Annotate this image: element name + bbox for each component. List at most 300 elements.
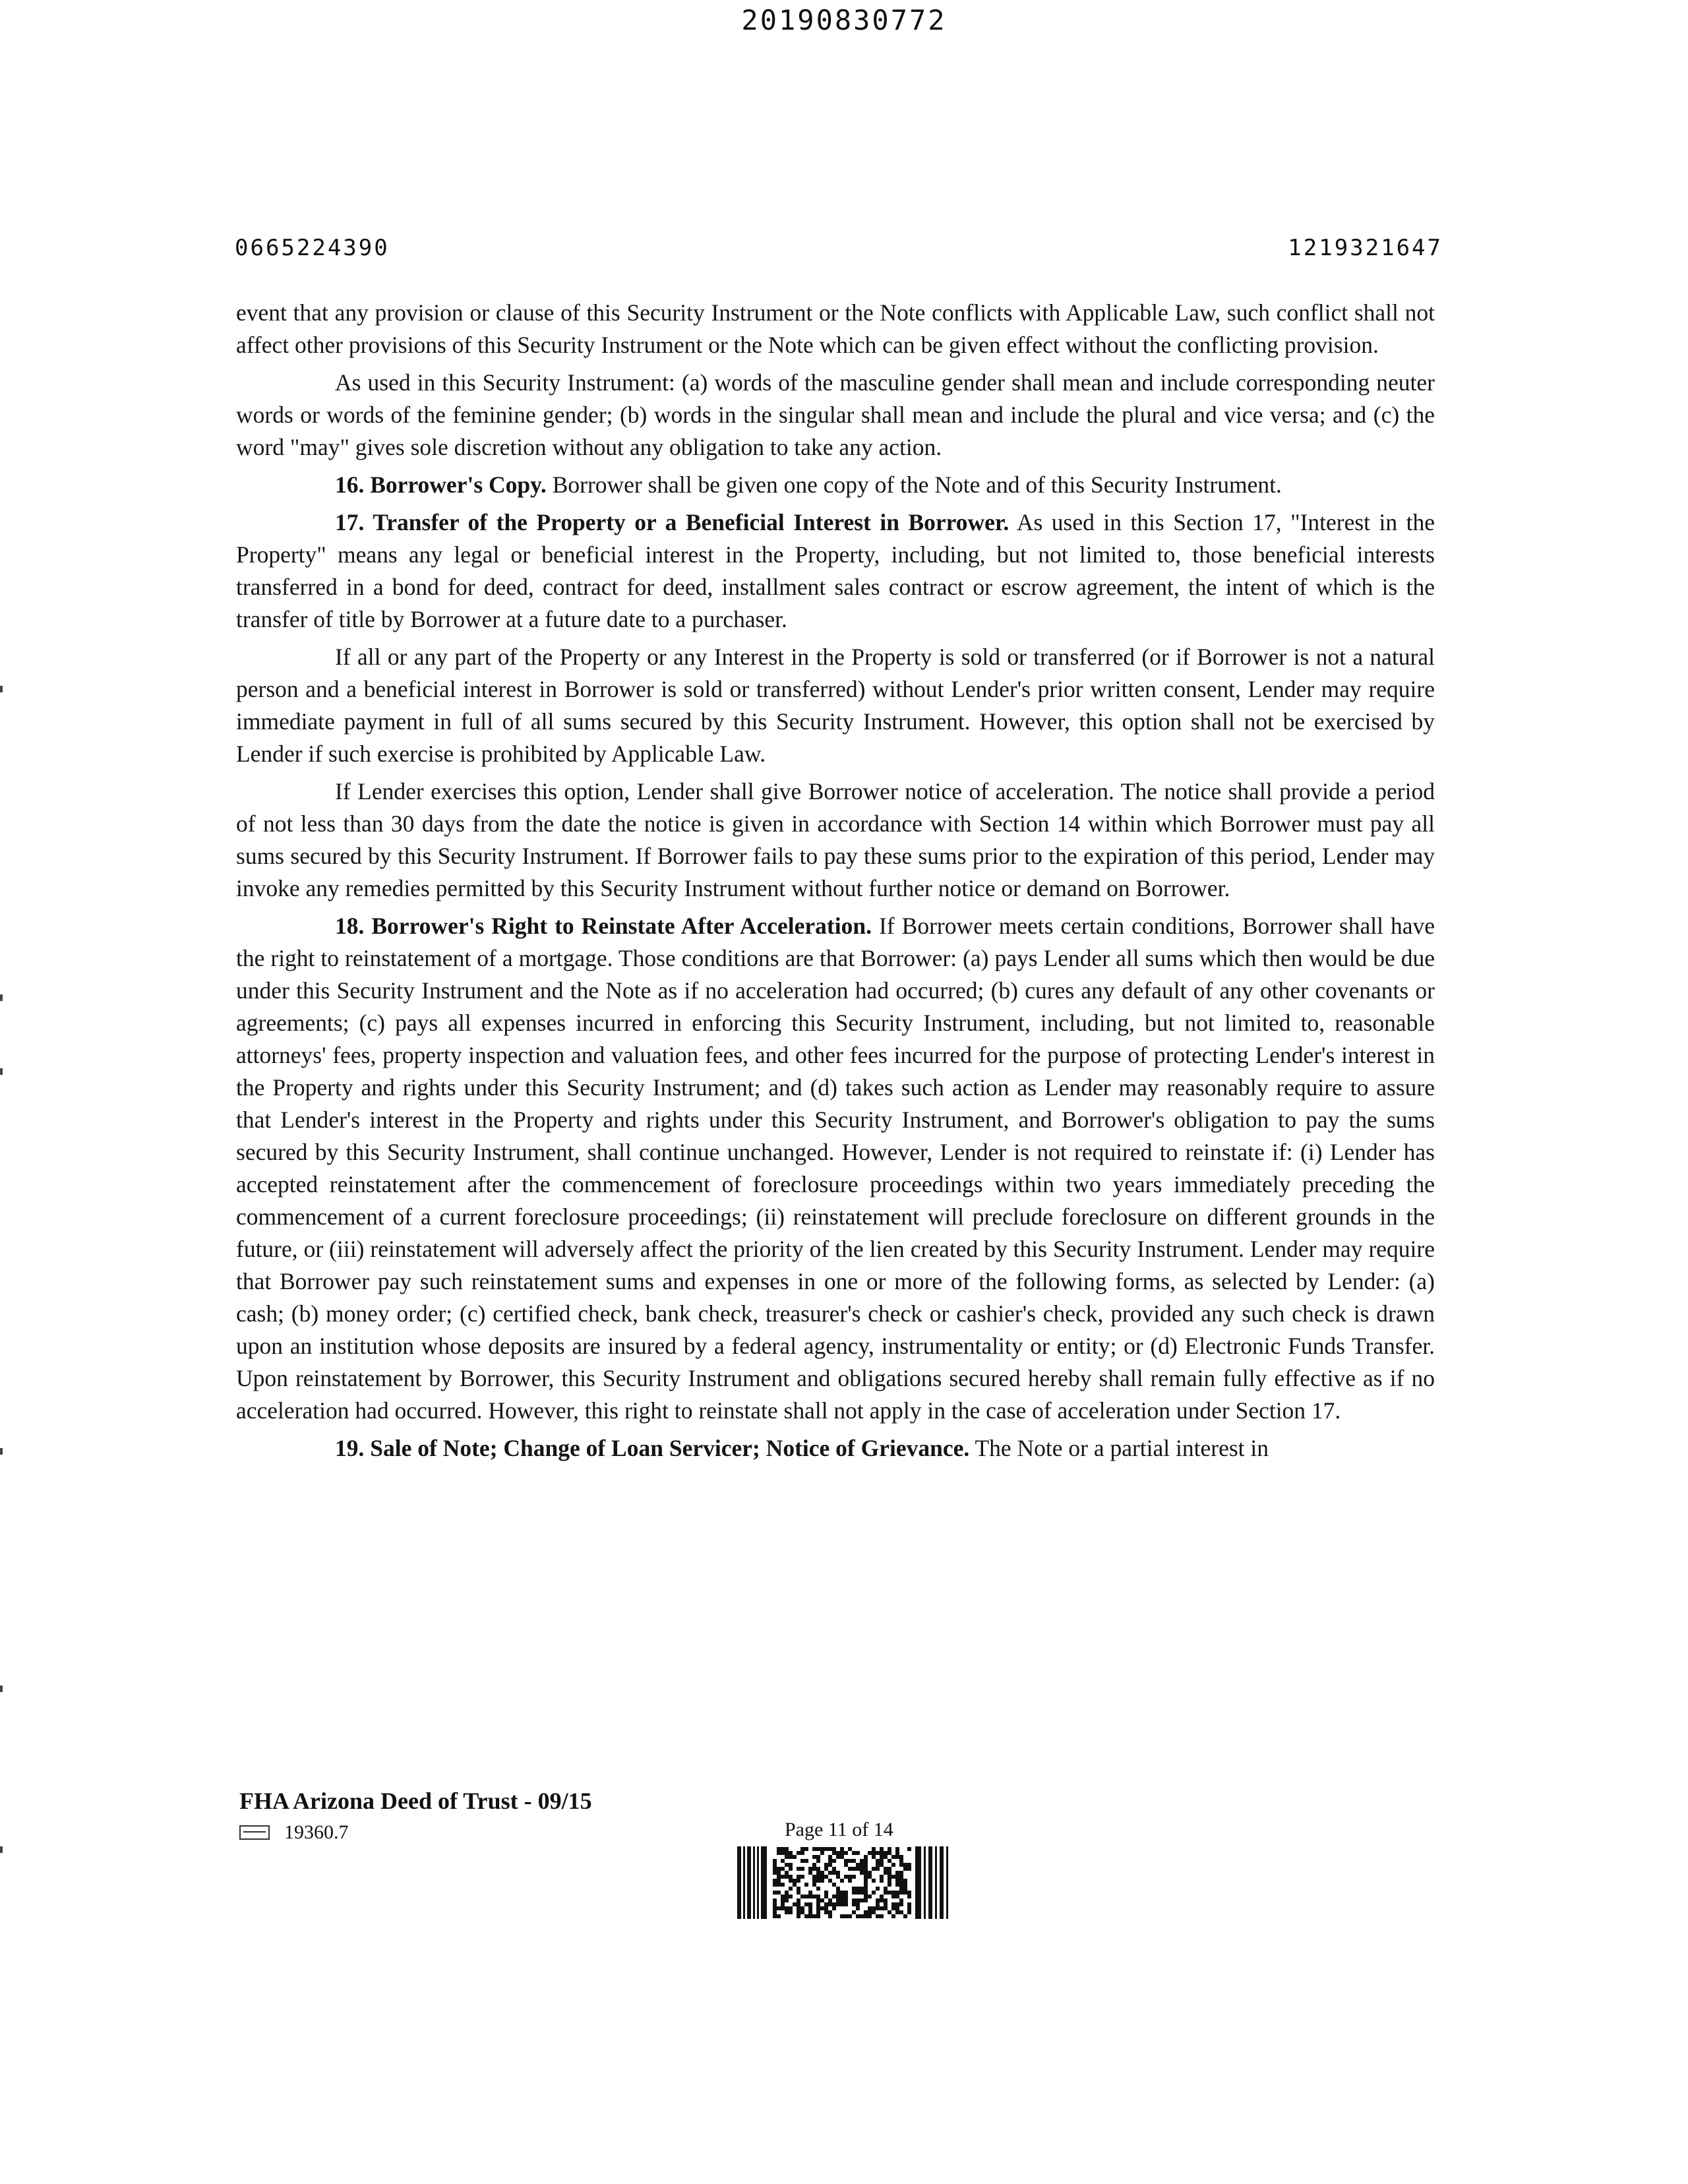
barcode-module — [789, 1879, 793, 1883]
barcode-module — [864, 1895, 868, 1898]
barcode-module — [832, 1851, 836, 1855]
barcode-module — [895, 1895, 899, 1898]
barcode-module — [864, 1859, 868, 1863]
barcode-module — [848, 1847, 852, 1851]
barcode-module — [812, 1883, 816, 1887]
barcode-module — [797, 1867, 800, 1871]
margin-mark — [0, 686, 3, 692]
barcode-module — [844, 1891, 848, 1895]
barcode-module — [824, 1910, 828, 1914]
barcode-module — [816, 1898, 820, 1902]
barcode-module — [907, 1863, 911, 1867]
margin-mark — [0, 994, 3, 1001]
barcode-module — [848, 1859, 852, 1863]
barcode-module — [789, 1867, 793, 1871]
barcode-module — [828, 1859, 832, 1863]
barcode-module — [789, 1906, 793, 1910]
barcode-module — [895, 1875, 899, 1879]
barcode-module — [888, 1875, 891, 1879]
barcode-module — [872, 1867, 876, 1871]
barcode-module — [868, 1871, 872, 1875]
barcode-module — [907, 1902, 911, 1906]
paragraph — [236, 641, 1435, 770]
barcode-module — [844, 1851, 848, 1855]
barcode-module — [876, 1898, 880, 1902]
barcode-module — [899, 1898, 903, 1902]
barcode-module — [816, 1867, 820, 1871]
paragraph-text: Borrower shall be given one copy of the Note and of this Security Instrument. — [552, 471, 1282, 498]
barcode-module — [891, 1902, 895, 1906]
section-16 — [236, 469, 1435, 501]
paragraph-text: As used in this Section 17, "Interest in the Property" means any legal or beneficial interest in the Property, including, but not limited to, those beneficial interests transferred in a bond for deed, contract for deed, installment sales contract or escrow agreement, the intent of which is the transfer of title by Borrower at a future date to a purchaser. — [236, 509, 1435, 632]
barcode-module — [895, 1871, 899, 1875]
barcode-module — [860, 1867, 864, 1871]
barcode-module — [856, 1906, 860, 1910]
barcode-module — [773, 1871, 777, 1875]
barcode-module — [773, 1906, 777, 1910]
barcode-module — [852, 1898, 856, 1902]
barcode-module — [907, 1906, 911, 1910]
barcode-module — [899, 1887, 903, 1891]
barcode-module — [876, 1859, 880, 1863]
barcode-module — [872, 1910, 876, 1914]
barcode-module — [852, 1867, 856, 1871]
barcode-module — [832, 1895, 836, 1898]
paragraph — [236, 367, 1435, 464]
barcode-module — [860, 1891, 864, 1895]
barcode-module — [899, 1855, 903, 1859]
barcode-module — [820, 1851, 824, 1855]
barcode-module — [832, 1871, 836, 1875]
barcode-module — [888, 1883, 891, 1887]
section-18 — [236, 910, 1435, 1427]
barcode-module — [828, 1914, 832, 1918]
barcode-module — [895, 1906, 899, 1910]
barcode-module — [781, 1851, 785, 1855]
barcode-module — [891, 1855, 895, 1859]
barcode-module — [895, 1851, 899, 1855]
barcode-module — [808, 1891, 812, 1895]
barcode-module — [812, 1875, 816, 1879]
barcode-module — [840, 1914, 844, 1918]
barcode-module — [844, 1902, 848, 1906]
barcode-module — [824, 1902, 828, 1906]
paragraph-text: As used in this Security Instrument: (a) words of the masculine gender shall mean and include corresponding neuter words or words of the feminine gender; (b) words in the singular shall mean and include the plural and vice versa; and (c) the word "may" gives sole discretion without any obligation to take any action. — [236, 369, 1435, 460]
barcode-module — [836, 1891, 840, 1895]
barcode-module — [888, 1867, 891, 1871]
barcode-module — [860, 1914, 864, 1918]
barcode-module — [852, 1875, 856, 1879]
barcode-module — [895, 1910, 899, 1914]
barcode-module — [899, 1863, 903, 1867]
barcode-module — [880, 1895, 884, 1898]
barcode-module — [876, 1863, 880, 1867]
barcode-module — [785, 1847, 789, 1851]
barcode-module — [773, 1883, 777, 1887]
barcode-module — [773, 1891, 777, 1895]
barcode-module — [864, 1879, 868, 1883]
barcode-module — [816, 1847, 820, 1851]
barcode-module — [797, 1851, 800, 1855]
barcode-module — [812, 1847, 816, 1851]
barcode-module — [800, 1895, 804, 1898]
barcode-module — [856, 1867, 860, 1871]
barcode-module — [840, 1851, 844, 1855]
barcode-module — [907, 1895, 911, 1898]
barcode-module — [864, 1867, 868, 1871]
barcode-module — [852, 1859, 856, 1863]
barcode-module — [852, 1902, 856, 1906]
barcode-module — [781, 1902, 785, 1906]
barcode-module — [903, 1883, 907, 1887]
barcode-module — [880, 1863, 884, 1867]
barcode-module — [797, 1902, 800, 1906]
barcode-module — [872, 1851, 876, 1855]
section-title: 18. Borrower's Right to Reinstate After Acceleration. — [335, 913, 872, 939]
barcode-module — [824, 1863, 828, 1867]
barcode-module — [816, 1859, 820, 1863]
barcode-module — [848, 1914, 852, 1918]
barcode-module — [891, 1906, 895, 1910]
barcode-module — [840, 1895, 844, 1898]
barcode-module — [895, 1879, 899, 1883]
barcode-module — [836, 1875, 840, 1879]
barcode-module — [789, 1887, 793, 1891]
barcode-module — [844, 1859, 848, 1863]
barcode-module — [785, 1891, 789, 1895]
barcode-module — [804, 1847, 808, 1851]
barcode-icon — [737, 1846, 950, 1919]
barcode-module — [899, 1891, 903, 1895]
barcode-module — [880, 1847, 884, 1851]
barcode-module — [884, 1902, 888, 1906]
barcode-module — [797, 1910, 800, 1914]
form-title: FHA Arizona Deed of Trust - 09/15 — [239, 1788, 592, 1814]
barcode-module — [828, 1871, 832, 1875]
barcode-module — [793, 1879, 797, 1883]
paragraph — [236, 775, 1435, 905]
barcode-module — [876, 1887, 880, 1891]
barcode-module — [781, 1867, 785, 1871]
barcode-module — [816, 1887, 820, 1891]
barcode-module — [812, 1867, 816, 1871]
barcode-module — [816, 1875, 820, 1879]
barcode-module — [856, 1891, 860, 1895]
barcode-module — [903, 1879, 907, 1883]
barcode-module — [864, 1898, 868, 1902]
barcode-module — [820, 1875, 824, 1879]
barcode-module — [808, 1910, 812, 1914]
barcode-module — [800, 1867, 804, 1871]
margin-mark — [0, 1685, 3, 1692]
barcode-module — [899, 1875, 903, 1879]
barcode-module — [828, 1910, 832, 1914]
barcode-module — [785, 1875, 789, 1879]
barcode-module — [852, 1891, 856, 1895]
barcode-module — [872, 1879, 876, 1883]
barcode-module — [773, 1879, 777, 1883]
paragraph-text: If Lender exercises this option, Lender shall give Borrower notice of acceleration. The notice shall provide a period of not less than 30 days from the date the notice is given in accordance with Section 14 within which Borrower must pay all sums secured by this Security Instrument. If Borrower fails to pay these sums prior to the expiration of this period, Lender may invoke any remedies permitted by this Security Instrument without further notice or demand on Borrower. — [236, 778, 1435, 901]
barcode-module — [777, 1851, 781, 1855]
barcode-module — [836, 1855, 840, 1859]
barcode-module — [781, 1883, 785, 1887]
barcode-module — [816, 1895, 820, 1898]
barcode-module — [824, 1875, 828, 1879]
barcode-module — [781, 1859, 785, 1863]
section-17 — [236, 506, 1435, 636]
barcode-module — [884, 1906, 888, 1910]
barcode-module — [899, 1871, 903, 1875]
section-title: 19. Sale of Note; Change of Loan Servicer; Notice of Grievance. — [335, 1435, 970, 1461]
barcode-module — [808, 1895, 812, 1898]
barcode-module — [773, 1859, 777, 1863]
barcode-module — [888, 1871, 891, 1875]
barcode-module — [789, 1910, 793, 1914]
barcode-module — [884, 1867, 888, 1871]
barcode-module — [876, 1867, 880, 1871]
barcode-module — [808, 1902, 812, 1906]
barcode-module — [800, 1906, 804, 1910]
barcode-module — [895, 1883, 899, 1887]
barcode-module — [899, 1883, 903, 1887]
barcode-module — [800, 1875, 804, 1879]
barcode-module — [777, 1871, 781, 1875]
section-title: 16. Borrower's Copy. — [335, 471, 547, 498]
barcode-module — [888, 1891, 891, 1895]
barcode-module — [824, 1867, 828, 1871]
barcode-module — [797, 1887, 800, 1891]
barcode-module — [888, 1879, 891, 1883]
barcode-module — [820, 1847, 824, 1851]
barcode-module — [860, 1871, 864, 1875]
barcode-module — [852, 1851, 856, 1855]
barcode-module — [895, 1891, 899, 1895]
barcode-module — [777, 1867, 781, 1871]
barcode-module — [888, 1847, 891, 1851]
barcode-module — [812, 1855, 816, 1859]
barcode-module — [812, 1863, 816, 1867]
barcode-module — [828, 1863, 832, 1867]
barcode-module — [832, 1883, 836, 1887]
barcode-module — [777, 1847, 781, 1851]
barcode-module — [832, 1859, 836, 1863]
barcode-module — [856, 1902, 860, 1906]
barcode-module — [907, 1867, 911, 1871]
barcode-module — [872, 1891, 876, 1895]
barcode-module — [785, 1863, 789, 1867]
barcode-module — [891, 1895, 895, 1898]
barcode-module — [860, 1859, 864, 1863]
barcode-module — [864, 1914, 868, 1918]
barcode-module — [820, 1898, 824, 1902]
barcode-module — [773, 1863, 777, 1867]
paragraph-text: event that any provision or clause of this Security Instrument or the Note conflicts with Applicable Law, such conflict shall not affect other provisions of this Security Instrument or the Note which can be given effect without the conflicting provision. — [236, 299, 1435, 358]
barcode-module — [785, 1910, 789, 1914]
barcode-module — [773, 1902, 777, 1906]
barcode-module — [872, 1855, 876, 1859]
barcode-module — [876, 1914, 880, 1918]
paragraph-text: If Borrower meets certain conditions, Borrower shall have the right to reinstatement of a mortgage. Those conditions are that Borrower: (a) pays Lender all sums which then would be due under this Security Instrument and the Note as if no acceleration had occurred; (b) cures any default of any other covenants or agreements; (c) pays all expenses incurred in enforcing this Security Instrument, including, but not limited to, reasonable attorneys' fees, property inspection and valuation fees, and other fees incurred for the purpose of protecting Lender's interest in the Property and rights under this Security Instrument; and (d) takes such action as Lender may reasonably require to assure that Lender's interest in the Property and rights under this Security Instrument, and Borrower's obligation to pay the sums secured by this Security Instrument, shall continue unchanged. However, Lender is not required to reinstate if: (i) Lender has accepted reinstatement after the commencement of foreclosure proceedings within two years immediately preceding the commencement of a current foreclosure proceedings; (ii) reinstatement will preclude foreclosure on different grounds in the future, or (iii) reinstatement will adversely affect the priority of the lien created by this Security Instrument. Lender may require that Borrower pay such reinstatement sums and expenses in one or more of the following forms, as selected by Lender: (a) cash; (b) money order; (c) certified check, bank check, treasurer's check or cashier's check, provided any such check is drawn upon an institution whose deposits are insured by a federal agency, instrumentality or entity; or (d) Electronic Funds Transfer. Upon reinstatement by Borrower, this Security Instrument and obligations secured hereby shall remain fully effective as if no acceleration had occurred. However, this right to reinstate shall not apply in the case of acceleration under Section 17. — [236, 913, 1435, 1424]
barcode-module — [773, 1867, 777, 1871]
barcode-module — [793, 1902, 797, 1906]
barcode-module — [812, 1895, 816, 1898]
barcode-module — [800, 1851, 804, 1855]
barcode-module — [844, 1875, 848, 1879]
barcode-module — [907, 1891, 911, 1895]
barcode-module — [797, 1906, 800, 1910]
barcode-module — [816, 1871, 820, 1875]
barcode-module — [785, 1895, 789, 1898]
barcode-module — [868, 1875, 872, 1879]
barcode-module — [777, 1914, 781, 1918]
paragraph-text: If all or any part of the Property or any Interest in the Property is sold or transferred (or if Borrower is not a natural person and a beneficial interest in Borrower is sold or transferred) without Lender's prior written consent, Lender may require immediate payment in full of all sums secured by this Security Instrument. However, this option shall not be exercised by Lender if such exercise is prohibited by Applicable Law. — [236, 644, 1435, 767]
barcode-module — [781, 1875, 785, 1879]
barcode-module — [856, 1863, 860, 1867]
barcode-module — [797, 1891, 800, 1895]
barcode-module — [781, 1906, 785, 1910]
barcode-module — [860, 1898, 864, 1902]
barcode-module — [832, 1847, 836, 1851]
barcode-module — [880, 1851, 884, 1855]
barcode-module — [812, 1879, 816, 1883]
barcode-module — [840, 1855, 844, 1859]
barcode-module — [789, 1855, 793, 1859]
barcode-module — [888, 1859, 891, 1863]
barcode-module — [844, 1895, 848, 1898]
barcode-module — [895, 1902, 899, 1906]
barcode-module — [864, 1910, 868, 1914]
barcode-module — [808, 1871, 812, 1875]
barcode-module — [800, 1847, 804, 1851]
barcode-module — [884, 1871, 888, 1875]
barcode-module — [864, 1875, 868, 1879]
barcode-module — [789, 1863, 793, 1867]
barcode-module — [836, 1898, 840, 1902]
barcode-module — [868, 1910, 872, 1914]
barcode-module — [872, 1847, 876, 1851]
barcode-module — [868, 1895, 872, 1898]
barcode-module — [880, 1914, 884, 1918]
barcode-module — [820, 1879, 824, 1883]
barcode-module — [836, 1887, 840, 1891]
barcode-module — [800, 1910, 804, 1914]
barcode-module — [785, 1906, 789, 1910]
page-number: Page 11 of 14 — [785, 1819, 893, 1840]
barcode-module — [880, 1906, 884, 1910]
barcode-module — [840, 1902, 844, 1906]
barcode-module — [903, 1914, 907, 1918]
barcode-module — [793, 1883, 797, 1887]
barcode-module — [907, 1910, 911, 1914]
barcode-module — [816, 1914, 820, 1918]
barcode-module — [888, 1851, 891, 1855]
form-code-number: 19360.7 — [284, 1821, 349, 1843]
barcode-module — [808, 1914, 812, 1918]
barcode-module — [891, 1891, 895, 1895]
barcode-module — [820, 1906, 824, 1910]
barcode-module — [773, 1910, 777, 1914]
barcode-module — [781, 1847, 785, 1851]
barcode-module — [812, 1914, 816, 1918]
barcode-module — [848, 1867, 852, 1871]
barcode-module — [864, 1891, 868, 1895]
barcode-module — [880, 1859, 884, 1863]
barcode-module — [884, 1887, 888, 1891]
barcode-module — [824, 1895, 828, 1898]
barcode-module — [777, 1906, 781, 1910]
barcode-module — [824, 1891, 828, 1895]
barcode-module — [785, 1855, 789, 1859]
barcode-module — [773, 1914, 777, 1918]
section-19 — [236, 1432, 1435, 1465]
barcode-module — [840, 1847, 844, 1851]
barcode-module — [785, 1898, 789, 1902]
barcode-module — [880, 1875, 884, 1879]
barcode-module — [856, 1887, 860, 1891]
barcode-module — [785, 1851, 789, 1855]
barcode-module — [804, 1859, 808, 1863]
barcode-module — [781, 1898, 785, 1902]
barcode-module — [899, 1902, 903, 1906]
barcode-module — [832, 1902, 836, 1906]
barcode-module — [891, 1863, 895, 1867]
barcode-module — [785, 1871, 789, 1875]
barcode-module — [899, 1910, 903, 1914]
barcode-module — [804, 1914, 808, 1918]
barcode-module — [820, 1871, 824, 1875]
barcode-module — [840, 1898, 844, 1902]
barcode-module — [824, 1847, 828, 1851]
barcode-module — [773, 1898, 777, 1902]
barcode-module — [797, 1898, 800, 1902]
barcode-module — [884, 1891, 888, 1895]
barcode-module — [856, 1914, 860, 1918]
barcode-module — [808, 1906, 812, 1910]
barcode-module — [903, 1891, 907, 1895]
barcode-module — [868, 1906, 872, 1910]
margin-mark — [0, 1068, 3, 1075]
barcode-module — [840, 1891, 844, 1895]
barcode-module — [800, 1859, 804, 1863]
barcode-module — [899, 1879, 903, 1883]
barcode-module — [816, 1910, 820, 1914]
barcode-module — [828, 1855, 832, 1859]
barcode-module — [880, 1879, 884, 1883]
barcode-module — [836, 1902, 840, 1906]
barcode-module — [797, 1879, 800, 1883]
barcode-module — [903, 1887, 907, 1891]
form-code — [239, 1821, 349, 1844]
barcode-module — [860, 1887, 864, 1891]
barcode-module — [816, 1855, 820, 1859]
barcode-module — [797, 1914, 800, 1918]
barcode-module — [876, 1906, 880, 1910]
paragraph-text: The Note or a partial interest in — [975, 1435, 1269, 1461]
barcode-module — [860, 1863, 864, 1867]
form-logo-icon — [239, 1825, 270, 1840]
barcode-module — [884, 1855, 888, 1859]
barcode-module — [895, 1855, 899, 1859]
barcode-module — [884, 1898, 888, 1902]
margin-mark — [0, 1448, 3, 1455]
barcode-module — [824, 1906, 828, 1910]
barcode-module — [828, 1847, 832, 1851]
barcode-module — [872, 1906, 876, 1910]
barcode-module — [891, 1875, 895, 1879]
recording-number: 20190830772 — [741, 4, 947, 36]
barcode-module — [781, 1895, 785, 1898]
barcode-module — [868, 1851, 872, 1855]
